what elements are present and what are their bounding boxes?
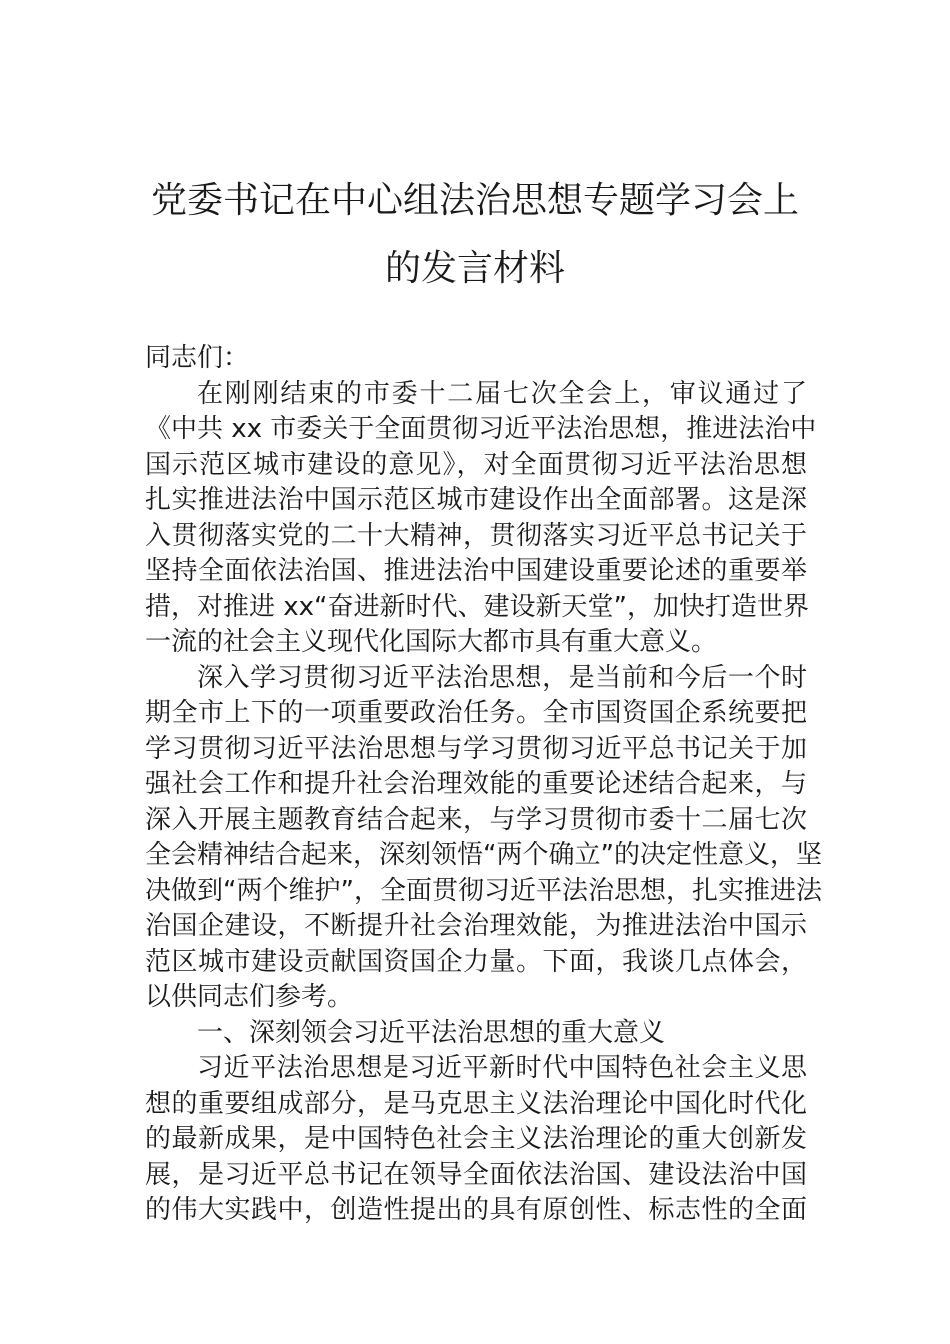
section-heading-1: 一、深刻领会习近平法治思想的重大意义: [197, 1017, 666, 1048]
paragraph-3-line: 展，是习近平总书记在领导全面依法治国、建设法治中国: [145, 1159, 807, 1190]
paragraph-3-line: 想的重要组成部分，是马克思主义法治理论中国化时代化: [145, 1088, 807, 1119]
paragraph-1-line: 一流的社会主义现代化国际大都市具有重大意义。: [145, 627, 718, 657]
document-body: [145, 341, 822, 1229]
paragraph-2-line: 强社会工作和提升社会治理效能的重要论述结合起来，与: [145, 769, 807, 799]
paragraph-2-line: 范区城市建设贡献国资国企力量。下面，我谈几点体会，: [145, 946, 807, 977]
paragraph-2-line: 期全市上下的一项重要政治任务。全市国资国企系统要把: [145, 698, 807, 728]
paragraph-2-line: 深入开展主题教育结合起来，与学习贯彻市委十二届七次: [145, 804, 807, 835]
paragraph-2-line: 治国企建设，不断提升社会治理效能，为推进法治中国示: [145, 911, 807, 941]
paragraph-3-line: 的伟大实践中，创造性提出的具有原创性、标志性的全面: [145, 1195, 807, 1225]
document-title-line-2: 的发言材料: [384, 248, 565, 289]
paragraph-1-line: 《中共 xx 市委关于全面贯彻习近平法治思想，推进法治中: [145, 414, 817, 444]
paragraph-1-line: 坚持全面依法治国、推进法治中国建设重要论述的重要举: [145, 556, 807, 586]
paragraph-3-line: 的最新成果，是中国特色社会主义法治理论的重大创新发: [145, 1124, 807, 1154]
paragraph-2-line: 以供同志们参考。: [145, 982, 354, 1012]
paragraph-2-line: 深入学习贯彻习近平法治思想，是当前和今后一个时: [197, 662, 807, 693]
document-title-line-1: 党委书记在中心组法治思想专题学习会上: [150, 180, 799, 221]
paragraph-1-line: 在刚刚结束的市委十二届七次全会上，审议通过了: [197, 378, 807, 409]
paragraph-2-line: 全会精神结合起来，深刻领悟“两个确立”的决定性意义，坚: [145, 840, 822, 870]
paragraph-2-line: 学习贯彻习近平法治思想与学习贯彻习近平总书记关于加: [145, 733, 807, 764]
paragraph-1-line: 国示范区城市建设的意见》，对全面贯彻习近平法治思想: [145, 449, 807, 480]
paragraph-1-line: 扎实推进法治中国示范区城市建设作出全面部署。这是深: [145, 485, 807, 515]
paragraph-3-line: 习近平法治思想是习近平新时代中国特色社会主义思: [197, 1053, 807, 1083]
salutation: 同志们：: [145, 343, 250, 373]
paragraph-1-line: 入贯彻落实党的二十大精神，贯彻落实习近平总书记关于: [145, 520, 807, 551]
paragraph-2-line: 决做到“两个维护”，全面贯彻习近平法治思想，扎实推进法: [145, 875, 822, 906]
paragraph-1-line: 措，对推进 xx“奋进新时代、建设新天堂”，加快打造世界: [145, 591, 809, 622]
